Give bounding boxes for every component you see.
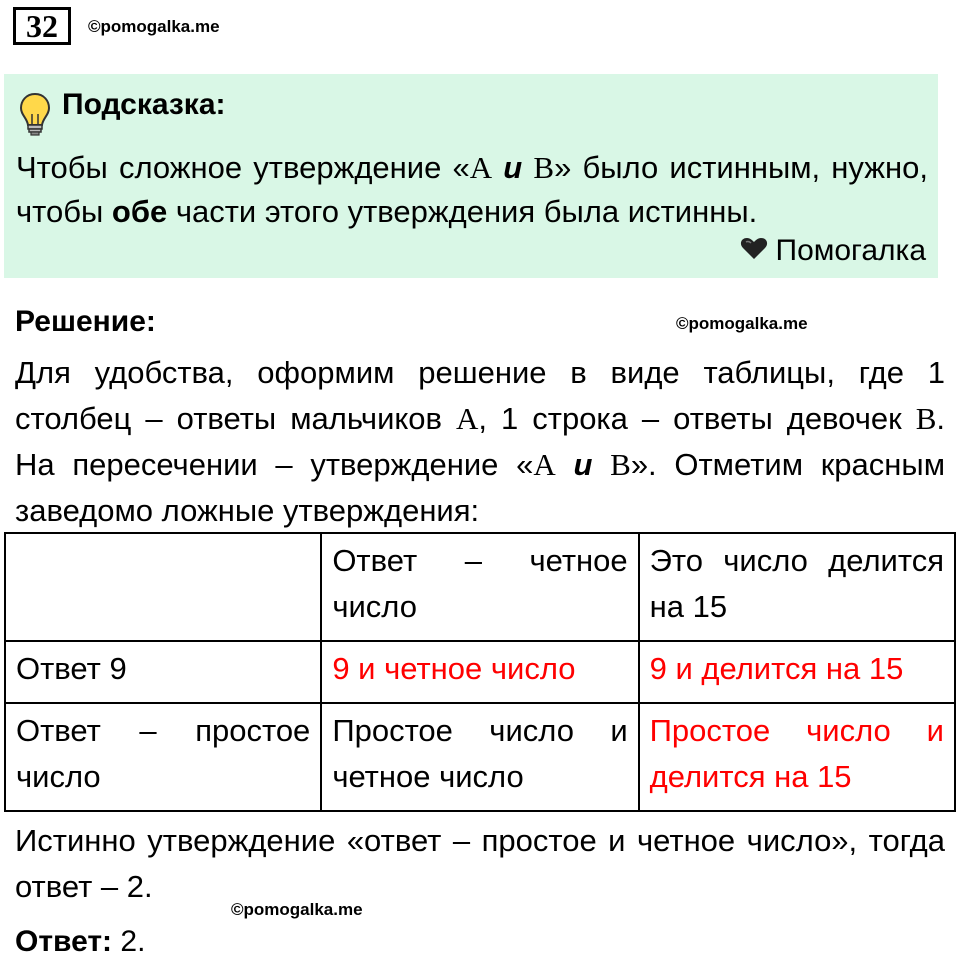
table-cell: 9 и четное число [321, 641, 638, 703]
hint-signature: Помогалка [740, 234, 927, 268]
table-cell: 9 и делится на 15 [639, 641, 955, 703]
table-cell: Простое число и делится на 15 [639, 703, 955, 811]
table-cell: Ответ – четное число [321, 533, 638, 641]
heart-icon [740, 234, 768, 268]
watermark-top: ©pomogalka.me [88, 17, 220, 36]
hint-box [4, 74, 938, 278]
table-cell [5, 533, 321, 641]
truth-table [4, 532, 956, 812]
table-cell: Простое число и четное число [321, 703, 638, 811]
table-row [5, 533, 955, 641]
table-cell: Это число делится на 15 [639, 533, 955, 641]
watermark-middle: ©pomogalka.me [676, 314, 808, 333]
table-cell: Ответ 9 [5, 641, 321, 703]
problem-number: 32 [13, 7, 71, 45]
table-cell: Ответ – простое число [5, 703, 321, 811]
solution-title: Решение: [15, 305, 156, 338]
table-row [5, 641, 955, 703]
conclusion-text: Истинно утверждение «ответ – простое и четное число», тогда ответ – 2. [15, 823, 945, 904]
lightbulb-icon [18, 92, 52, 141]
answer: Ответ: 2. [15, 925, 146, 958]
watermark-bottom: ©pomogalka.me [231, 900, 363, 919]
hint-text: Чтобы сложное утверждение «A и B» было истинным, нужно, чтобы обе части этого утверждения была истинны. [16, 150, 928, 229]
hint-title: Подсказка: [62, 88, 226, 121]
table-row [5, 703, 955, 811]
solution-text: Для удобства, оформим решение в виде таблицы, где 1 столбец – ответы мальчиков A, 1 строка – ответы девочек B. На пересечении – утверждение «A и B». Отметим красным заведомо ложные утверждения: [15, 355, 946, 528]
